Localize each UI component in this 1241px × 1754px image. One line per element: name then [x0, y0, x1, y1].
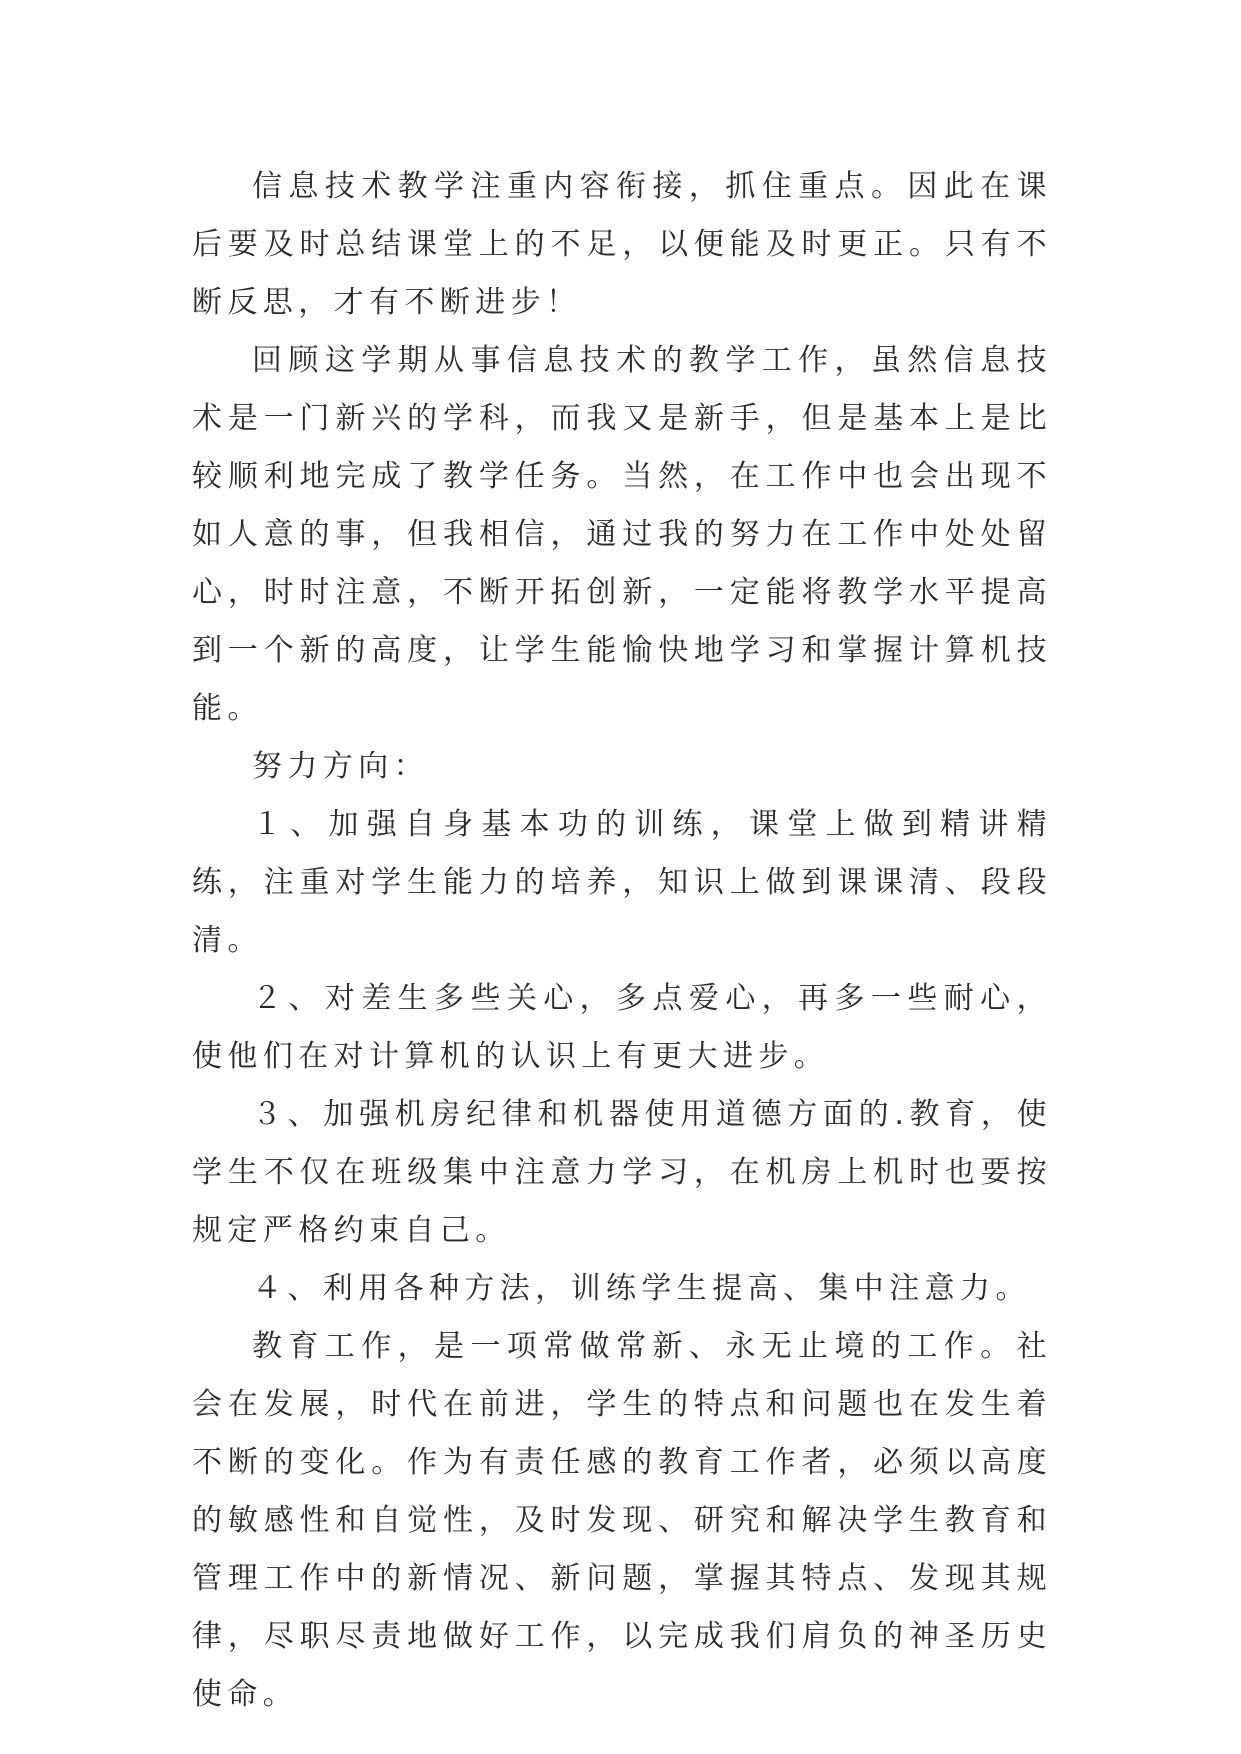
paragraph-direction-heading: 努力方向：: [252, 749, 429, 784]
list-item-1: １、加强自身基本功的训练，课堂上做到精讲精练，注重对学生能力的培养，知识上做到课课清、段段清。: [192, 807, 1052, 958]
paragraph-reflection: 信息技术教学注重内容衔接，抓住重点。因此在课后要及时总结课堂上的不足，以便能及时更正。只有不断反思，才有不断进步！: [192, 169, 1052, 320]
paragraph-conclusion: 教育工作，是一项常做常新、永无止境的工作。社会在发展，时代在前进，学生的特点和问题也在发生着不断的变化。作为有责任感的教育工作者，必须以高度的敏感性和自觉性，及时发现、研究和解决学生教育和管理工作中的新情况、新问题，掌握其特点、发现其规律，尽职尽责地做好工作，以完成我们肩负的神圣历史使命。: [192, 1329, 1052, 1712]
list-item-2: ２、对差生多些关心，多点爱心，再多一些耐心，使他们在对计算机的认识上有更大进步。: [192, 981, 1052, 1074]
list-item-3: ３、加强机房纪律和机器使用道德方面的.教育，使学生不仅在班级集中注意力学习，在机房上机时也要按规定严格约束自己。: [192, 1097, 1052, 1248]
paragraph-review: 回顾这学期从事信息技术的教学工作，虽然信息技术是一门新兴的学科，而我又是新手，但是基本上是比较顺利地完成了教学任务。当然，在工作中也会出现不如人意的事，但我相信，通过我的努力在工作中处处留心，时时注意，不断开拓创新，一定能将教学水平提高到一个新的高度，让学生能愉快地学习和掌握计算机技能。: [192, 343, 1052, 726]
document-body: [192, 158, 1052, 1724]
list-item-4: ４、利用各种方法，训练学生提高、集中注意力。: [252, 1271, 1031, 1306]
